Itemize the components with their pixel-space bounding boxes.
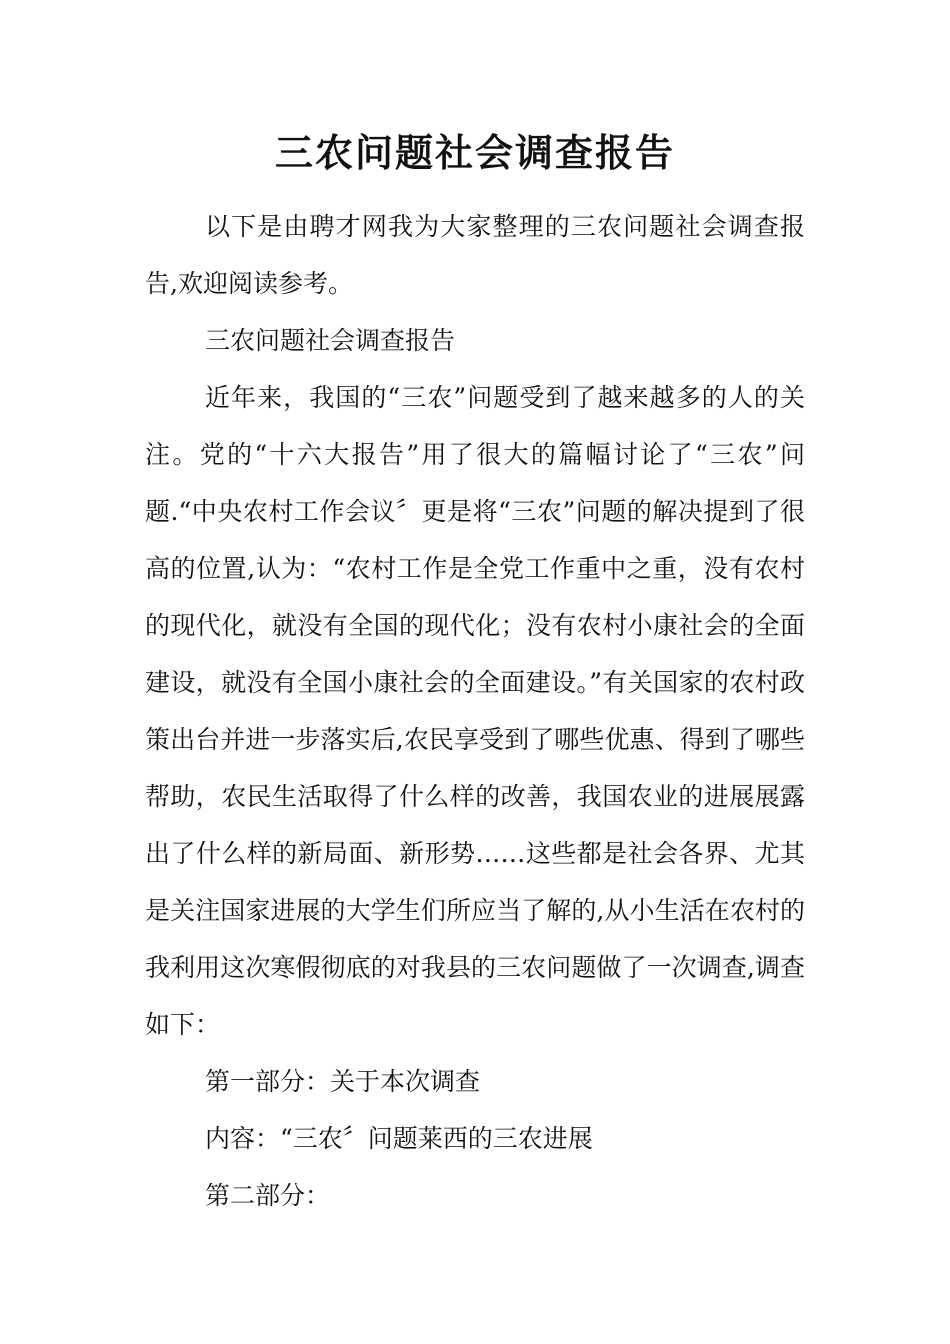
section-two-heading: 第二部分： [205, 1181, 331, 1210]
section-one-heading: 第一部分：关于本次调查 [205, 1067, 481, 1096]
report-subtitle: 三农问题社会调查报告 [205, 326, 456, 355]
content-line: 内容：“三农〞问题莱西的三农进展 [205, 1124, 593, 1153]
main-paragraph: 近年来，我国的“三农”问题受到了越来越多的人的关注。党的“十六大报告”用了很大的篇幅讨论了“三农”问题.“中央农村工作会议〞更是将“三农”问题的解决提到了很高的位置,认为：“农村工作是全党工作重中之重，没有农村的现代化，就没有全国的现代化；没有农村小康社会的全面建设，就没有全国小康社会的全面建设。”有关国家的农村政策出台并进一步落实后,农民享受到了哪些优惠、得到了哪些帮助，农民生活取得了什么样的改善，我国农业的进展展露出了什么样的新局面、新形势……这些都是社会各界、尤其是关注国家进展的大学生们所应当了解的,从小生活在农村的我利用这次寒假彻底的对我县的三农问题做了一次调查,调查如下： [145, 383, 806, 1039]
intro-paragraph: 以下是由聘才网我为大家整理的三农问题社会调查报告,欢迎阅读参考。 [145, 212, 805, 298]
document-title: 三农问题社会调查报告 [274, 130, 675, 175]
document-body [145, 198, 805, 1224]
